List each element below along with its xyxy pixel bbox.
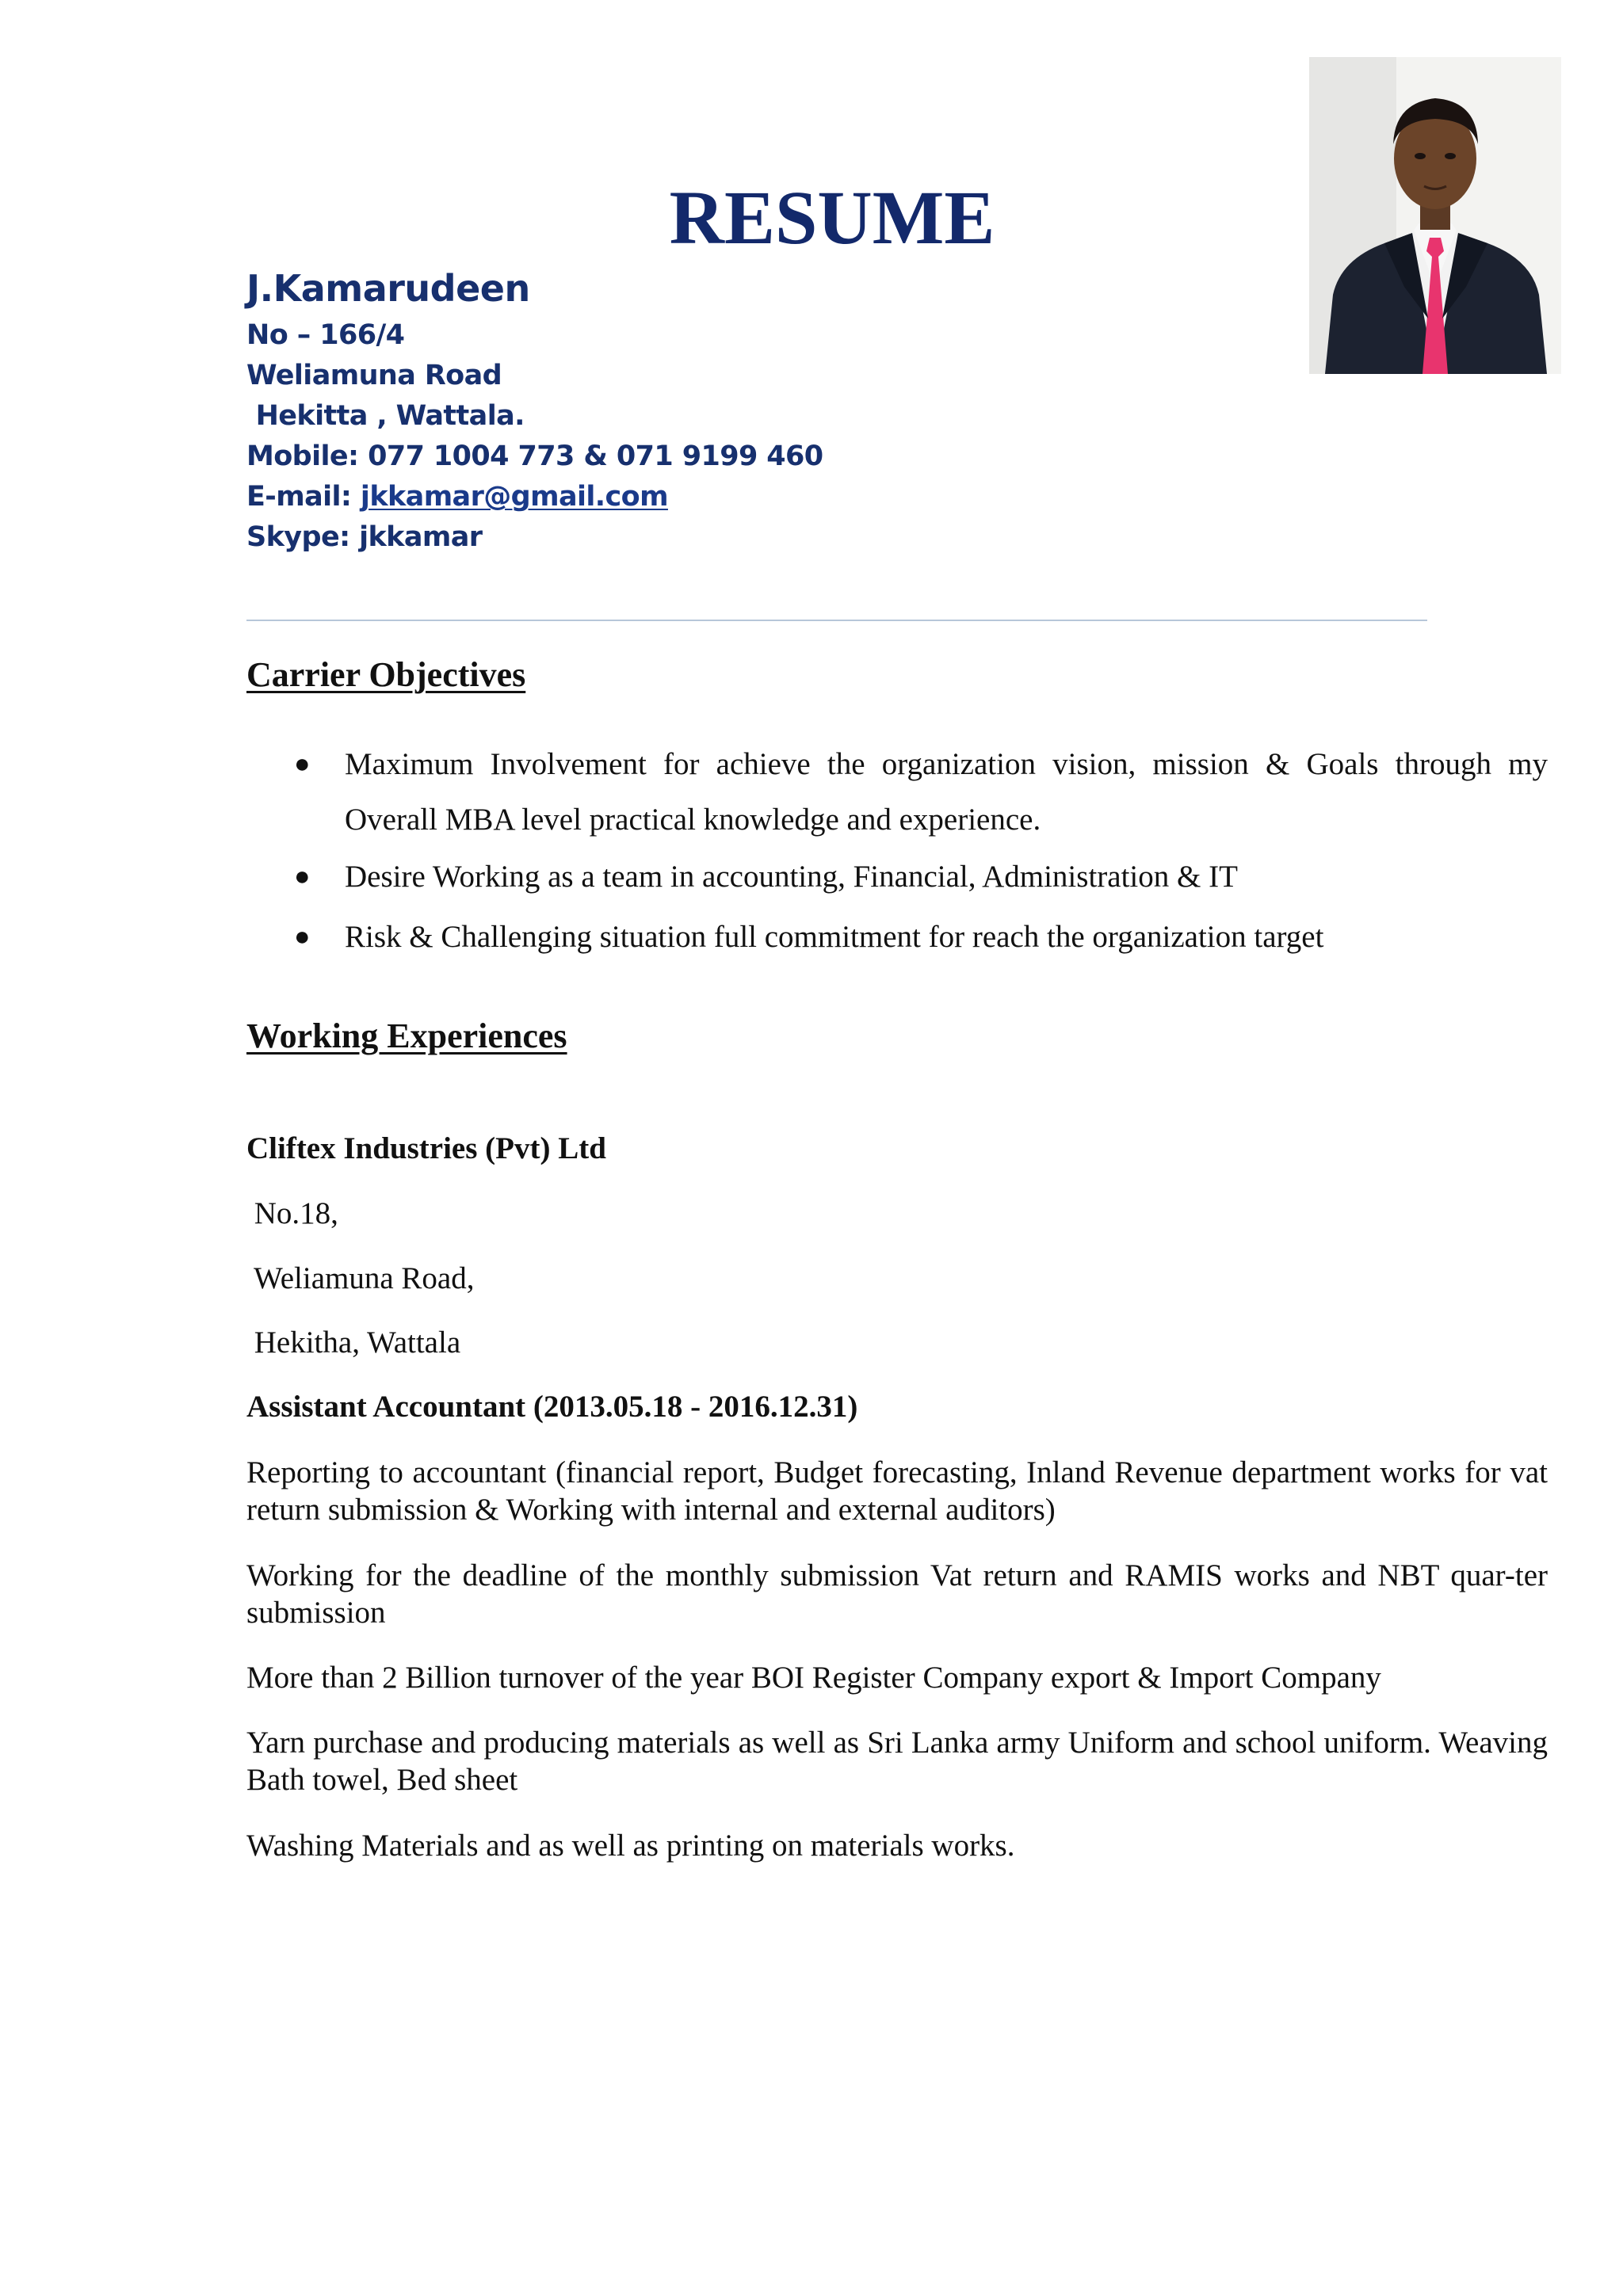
objective-text: Risk & Challenging situation full commitment for reach the organization target — [345, 920, 1324, 954]
address-line-3: Hekitta , Wattala. — [246, 400, 525, 432]
company-address-line-3: Hekitha, Wattala — [246, 1325, 461, 1360]
address-line-2: Weliamuna Road — [246, 360, 502, 391]
experience-paragraph: Working for the deadline of the monthly submission Vat return and RAMIS works and NBT quar-ter submission — [246, 1558, 1548, 1630]
objectives-heading: Carrier Objectives — [246, 655, 526, 694]
objective-item — [246, 737, 1548, 848]
experience-paragraph: More than 2 Billion turnover of the year BOI Register Company export & Import Company — [246, 1661, 1381, 1695]
applicant-name: J.Kamarudeen — [246, 267, 530, 310]
header-divider — [246, 620, 1427, 621]
objective-text: Maximum Involvement for achieve the organization vision, mission & Goals through my Overall MBA level practical knowledge and experience. — [345, 747, 1548, 837]
mobile-line — [246, 437, 960, 477]
email-line — [246, 477, 960, 517]
address-line-1: No – 166/4 — [246, 319, 405, 351]
profile-photo — [1309, 57, 1561, 374]
skype-line — [246, 517, 960, 558]
bullet-icon: ● — [294, 862, 311, 891]
email-link[interactable]: jkkamar@gmail.com — [360, 481, 668, 513]
bullet-icon: ● — [294, 749, 311, 779]
objectives-list — [246, 737, 1548, 970]
objective-text: Desire Working as a team in accounting, Financial, Administration & IT — [345, 860, 1238, 894]
company-address-line-2: Weliamuna Road, — [246, 1261, 475, 1295]
experience-paragraph: Reporting to accountant (financial report, Budget forecasting, Inland Revenue department works for vat return submission & Working with internal and external auditors) — [246, 1455, 1548, 1527]
position-title: Assistant Accountant (2013.05.18 - 2016.12.31) — [246, 1390, 858, 1424]
bullet-icon: ● — [294, 922, 311, 952]
mobile-label: Mobile: — [246, 441, 359, 472]
email-label: E-mail: — [246, 481, 352, 513]
company-address-line-1: No.18, — [246, 1196, 338, 1230]
experience-heading: Working Experiences — [246, 1016, 567, 1055]
company-name: Cliftex Industries (Pvt) Ltd — [246, 1131, 606, 1165]
mobile-number: 077 1004 773 & 071 9199 460 — [368, 441, 823, 472]
contact-block — [246, 265, 960, 558]
objective-item — [246, 910, 1548, 965]
resume-title: RESUME — [669, 175, 995, 260]
experience-paragraph: Yarn purchase and producing materials as well as Sri Lanka army Uniform and school uniform. Weaving Bath towel, Bed sheet — [246, 1726, 1548, 1797]
objective-item — [246, 849, 1548, 905]
experience-paragraph: Washing Materials and as well as printing on materials works. — [246, 1829, 1015, 1863]
skype-id: jkkamar — [359, 521, 483, 553]
skype-label: Skype: — [246, 521, 350, 553]
